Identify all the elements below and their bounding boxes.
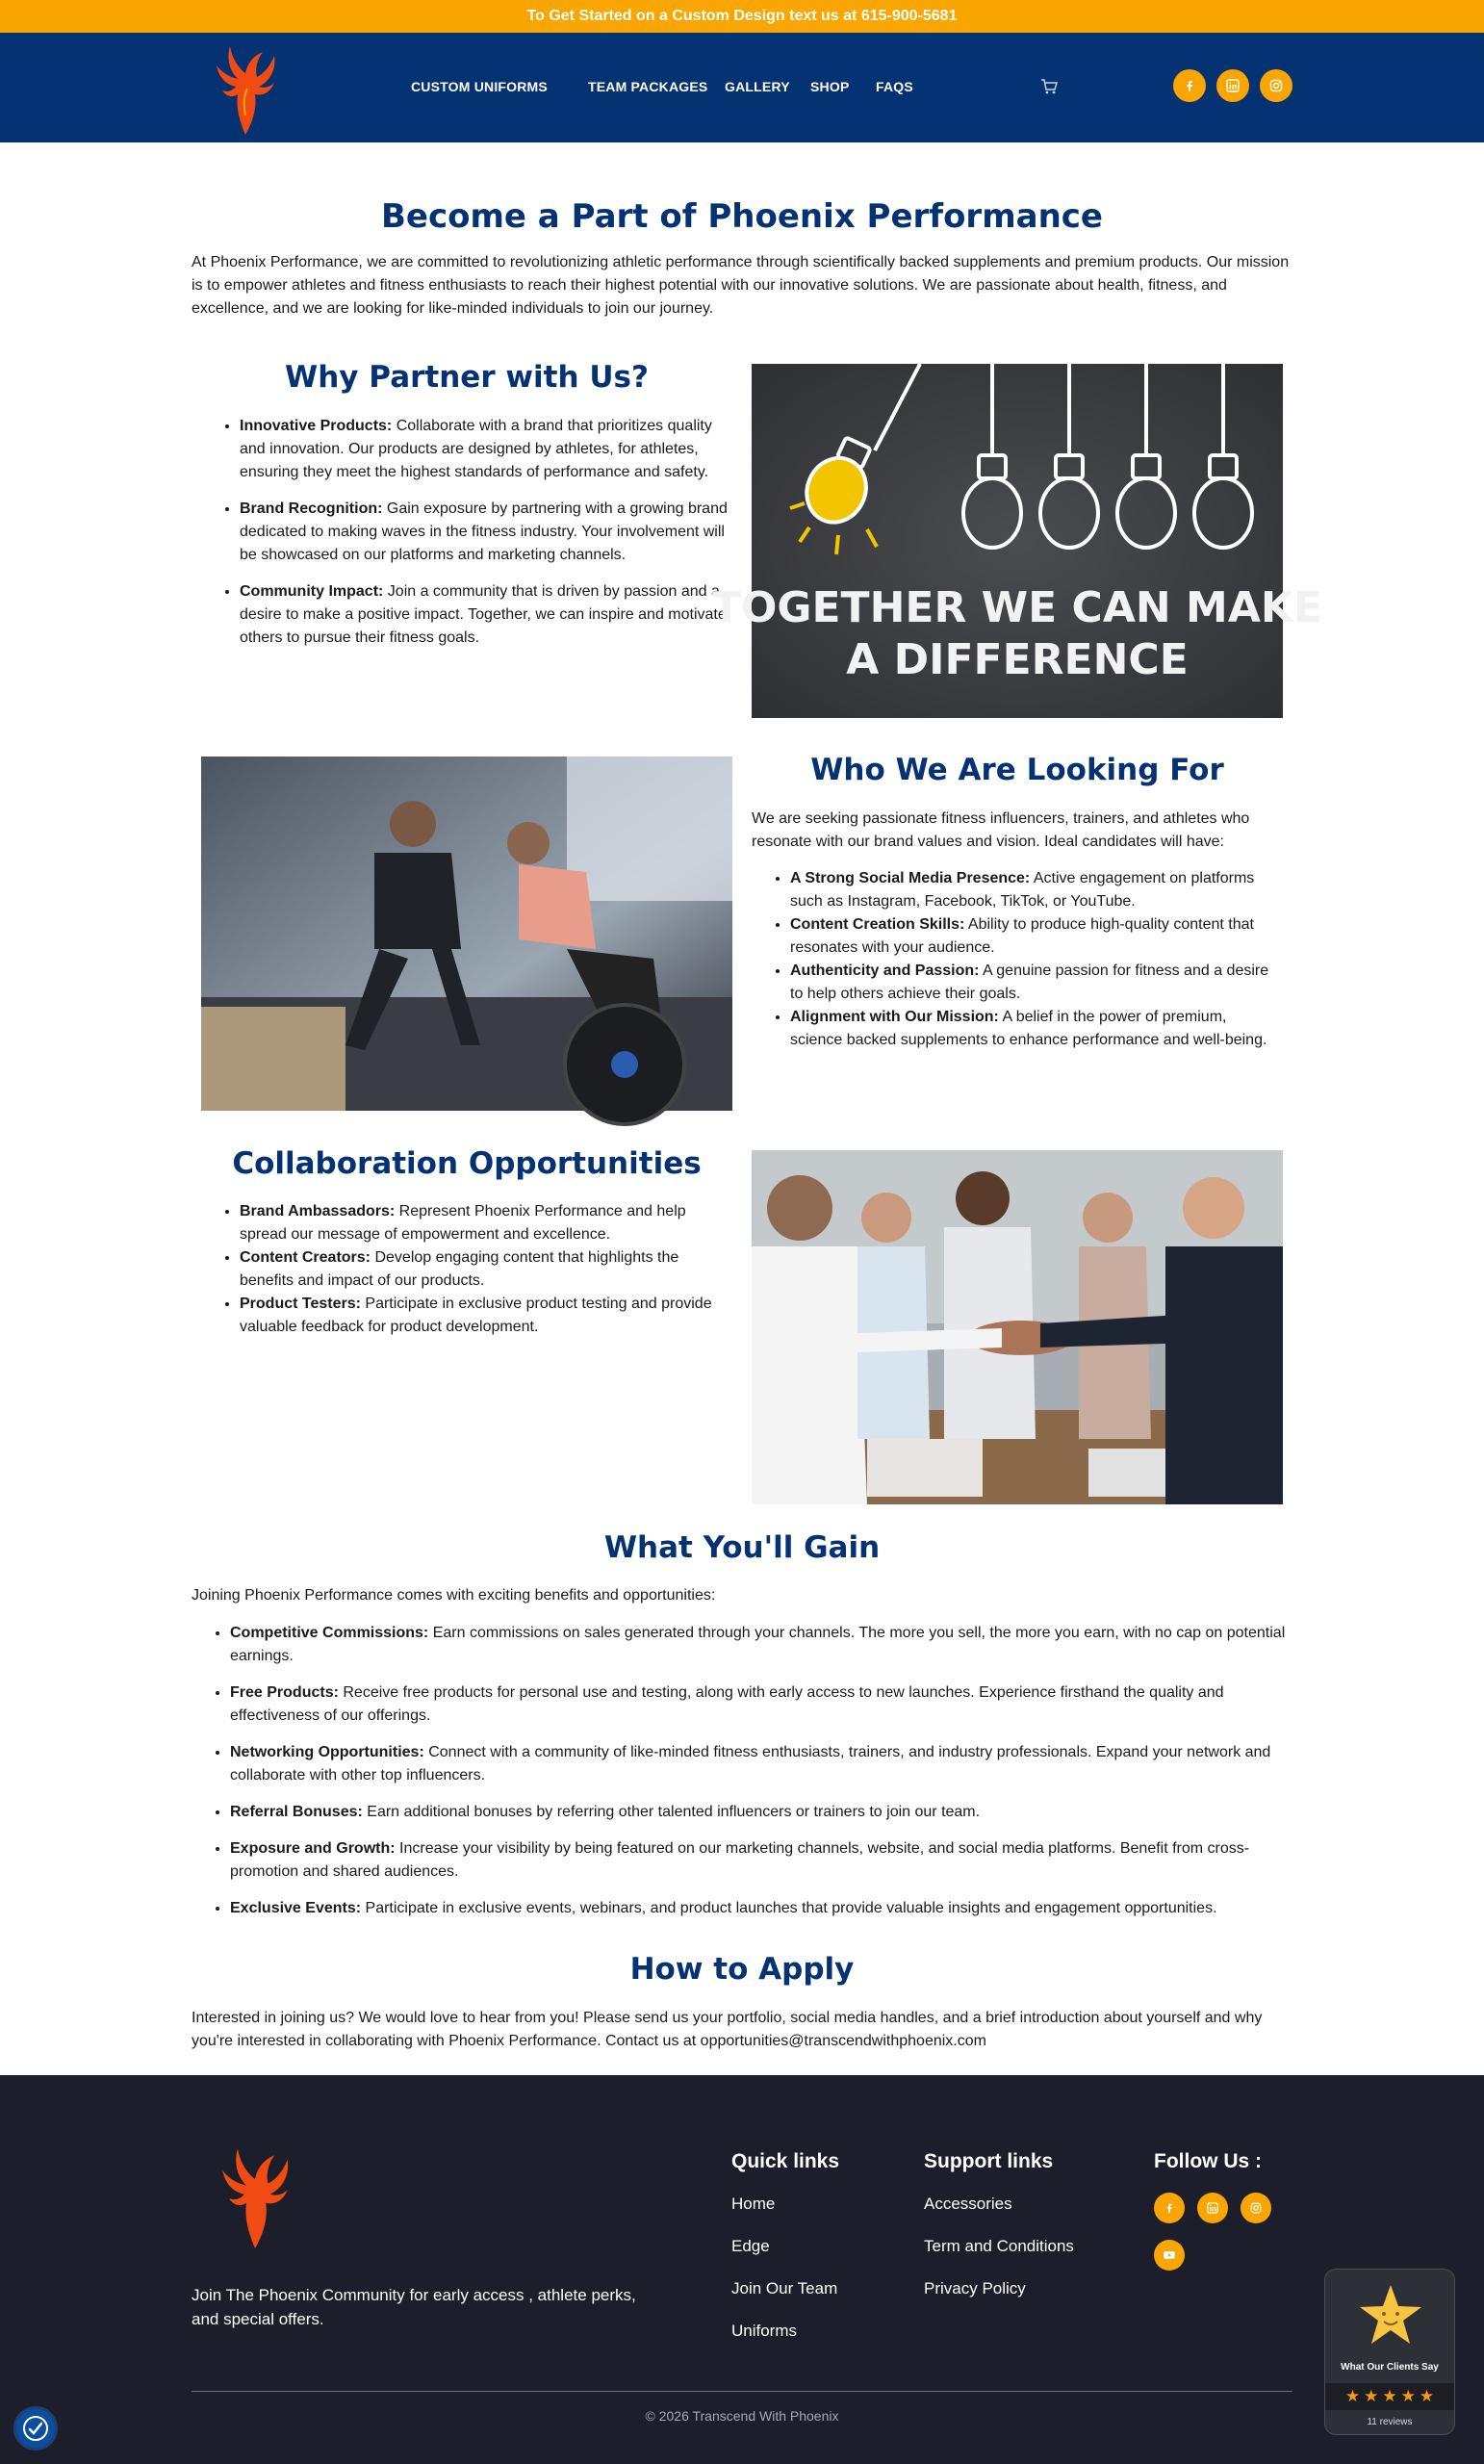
together-image-line2: A DIFFERENCE	[846, 635, 1189, 684]
intro-text: At Phoenix Performance, we are committed to revolutionizing athletic performance through scientifically backed supplements and premium products. Our mission is to empower athletes and fitness enthusiasts to reach their highest potential with our innovative solutions. We are passionate about health, fitness, and excellence, and we are looking for like-minded individuals to join our journey.	[192, 254, 1290, 317]
who-title: Who We Are Looking For	[810, 753, 1224, 787]
together-image	[711, 364, 1323, 718]
star-icon: ★	[1382, 2387, 1397, 2405]
linkedin-icon[interactable]	[1197, 2193, 1228, 2223]
site-header	[0, 33, 1484, 142]
apply-title: How to Apply	[629, 1952, 855, 1987]
footer-link-accessories[interactable]: Accessories	[924, 2194, 1012, 2213]
facebook-icon[interactable]	[1173, 69, 1206, 102]
nav-shop[interactable]: SHOP	[810, 79, 850, 94]
list-item: • Referral Bonuses: Earn additional bonuses by referring other talented influencers or trainers to join our team.	[230, 1801, 1294, 1824]
site-footer	[0, 2075, 1484, 2464]
footer-divider	[192, 2391, 1292, 2392]
list-item: • Alignment with Our Mission: A belief in the power of premium, science backed supplements to enhance performance and well-being.	[790, 1006, 1283, 1052]
list-item: • Exposure and Growth: Increase your visibility by being featured on our marketing channels, website, and social media platforms. Benefit from cross-promotion and shared audiences.	[230, 1837, 1294, 1884]
star-icon	[1358, 2283, 1423, 2347]
footer-link-join-team[interactable]: Join Our Team	[731, 2279, 838, 2297]
instagram-icon[interactable]	[1260, 69, 1292, 102]
list-item: • Community Impact: Join a community that is driven by passion and a desire to make a positive impact. Together, we can inspire and motivate others to pursue their fitness goals.	[240, 580, 732, 650]
star-icon: ★	[1419, 2387, 1435, 2405]
list-item: • Product Testers: Participate in exclusive product testing and provide valuable feedback for product development.	[240, 1293, 732, 1339]
star-icon: ★	[1364, 2387, 1379, 2405]
why-title: Why Partner with Us?	[285, 360, 649, 395]
quick-links-title: Quick links	[731, 2150, 840, 2172]
instagram-icon[interactable]	[1241, 2193, 1271, 2223]
nav-gallery[interactable]: GALLERY	[725, 79, 790, 94]
youtube-icon[interactable]	[1154, 2240, 1185, 2271]
star-icon: ★	[1400, 2387, 1416, 2405]
nav-custom-uniforms[interactable]: CUSTOM UNIFORMS	[411, 79, 548, 94]
list-item: • Brand Recognition: Gain exposure by partnering with a growing brand dedicated to making waves in the fitness industry. Your involvement will be showcased on our platforms and marketing channels.	[240, 498, 732, 567]
accessibility-button[interactable]	[13, 2406, 58, 2451]
list-item: • Brand Ambassadors: Represent Phoenix Performance and help spread our message of empowerment and excellence.	[240, 1200, 732, 1246]
gain-title: What You'll Gain	[603, 1530, 881, 1565]
copyright: © 2026 Transcend With Phoenix	[645, 2408, 839, 2424]
list-item: • Content Creation Skills: Ability to produce high-quality content that resonates with your audience.	[790, 913, 1283, 960]
collab-title: Collaboration Opportunities	[232, 1146, 702, 1181]
team-hands-image	[752, 1150, 1283, 1504]
review-widget-label: What Our Clients Say	[1341, 2362, 1439, 2373]
who-list	[769, 867, 1283, 1052]
linkedin-icon[interactable]	[1216, 69, 1249, 102]
gain-intro: Joining Phoenix Performance comes with exciting benefits and opportunities:	[192, 1587, 716, 1604]
footer-link-terms[interactable]: Term and Conditions	[924, 2237, 1074, 2255]
cart-icon[interactable]	[1039, 77, 1059, 96]
follow-us-title: Follow Us :	[1154, 2150, 1262, 2172]
list-item: • Networking Opportunities: Connect with a community of like-minded fitness enthusiasts, trainers, and industry professionals. Expand your network and collaborate with other top influencers.	[230, 1741, 1294, 1787]
facebook-icon[interactable]	[1154, 2193, 1185, 2223]
intro-title: Become a Part of Phoenix Performance	[380, 197, 1103, 236]
gym-training-image	[201, 757, 732, 1111]
accessibility-icon	[22, 2415, 49, 2442]
gain-list	[209, 1622, 1294, 1920]
review-stars	[1325, 2383, 1454, 2410]
list-item: • Authenticity and Passion: A genuine passion for fitness and a desire to help others achieve their goals.	[790, 960, 1283, 1006]
who-intro: We are seeking passionate fitness influencers, trainers, and athletes who resonate with our brand values and vision. Ideal candidates will have:	[752, 810, 1250, 850]
nav-faqs[interactable]: FAQS	[876, 79, 913, 94]
nav-team-packages[interactable]: TEAM PACKAGES	[588, 79, 708, 94]
support-links-title: Support links	[924, 2150, 1054, 2172]
footer-link-uniforms[interactable]: Uniforms	[731, 2322, 798, 2340]
list-item: • Content Creators: Develop engaging content that highlights the benefits and impact of our products.	[240, 1246, 732, 1293]
list-item: • Exclusive Events: Participate in exclusive events, webinars, and product launches that provide valuable insights and engagement opportunities.	[230, 1897, 1294, 1920]
list-item: • Innovative Products: Collaborate with a brand that prioritizes quality and innovation. Our products are designed by athletes, for athletes, ensuring they meet the highest standards of performance and safety.	[240, 415, 732, 484]
announcement-bar	[0, 0, 1484, 33]
list-item: • Competitive Commissions: Earn commissions on sales generated through your channels. The more you sell, the more you earn, with no cap on potential earnings.	[230, 1622, 1294, 1668]
footer-link-edge[interactable]: Edge	[731, 2237, 770, 2255]
footer-phoenix-logo[interactable]	[212, 2137, 298, 2256]
together-image-line1: TOGETHER WE CAN MAKE	[711, 583, 1323, 632]
footer-tagline: Join The Phoenix Community for early access , athlete perks, and special offers.	[192, 2286, 636, 2328]
announcement-text: To Get Started on a Custom Design text us at 615-900-5681	[526, 8, 958, 24]
review-widget[interactable]	[1324, 2269, 1455, 2435]
list-item: • Free Products: Receive free products for personal use and testing, along with early access to new launches. Experience firsthand the quality and effectiveness of our offerings.	[230, 1681, 1294, 1728]
footer-link-home[interactable]: Home	[731, 2194, 776, 2213]
apply-text: Interested in joining us? We would love to hear from you! Please send us your portfolio, social media handles, and a brief introduction about yourself and why you're interested in collaborating with Phoenix Performance. Contact us at opportunities@transcendwithphoenix.com	[192, 2010, 1263, 2049]
review-count: 11 reviews	[1367, 2417, 1413, 2427]
footer-link-privacy[interactable]: Privacy Policy	[924, 2279, 1026, 2297]
why-list	[218, 415, 732, 650]
list-item: • A Strong Social Media Presence: Active engagement on platforms such as Instagram, Facebook, TikTok, or YouTube.	[790, 867, 1283, 913]
star-icon: ★	[1344, 2387, 1361, 2405]
collab-list	[218, 1200, 732, 1339]
